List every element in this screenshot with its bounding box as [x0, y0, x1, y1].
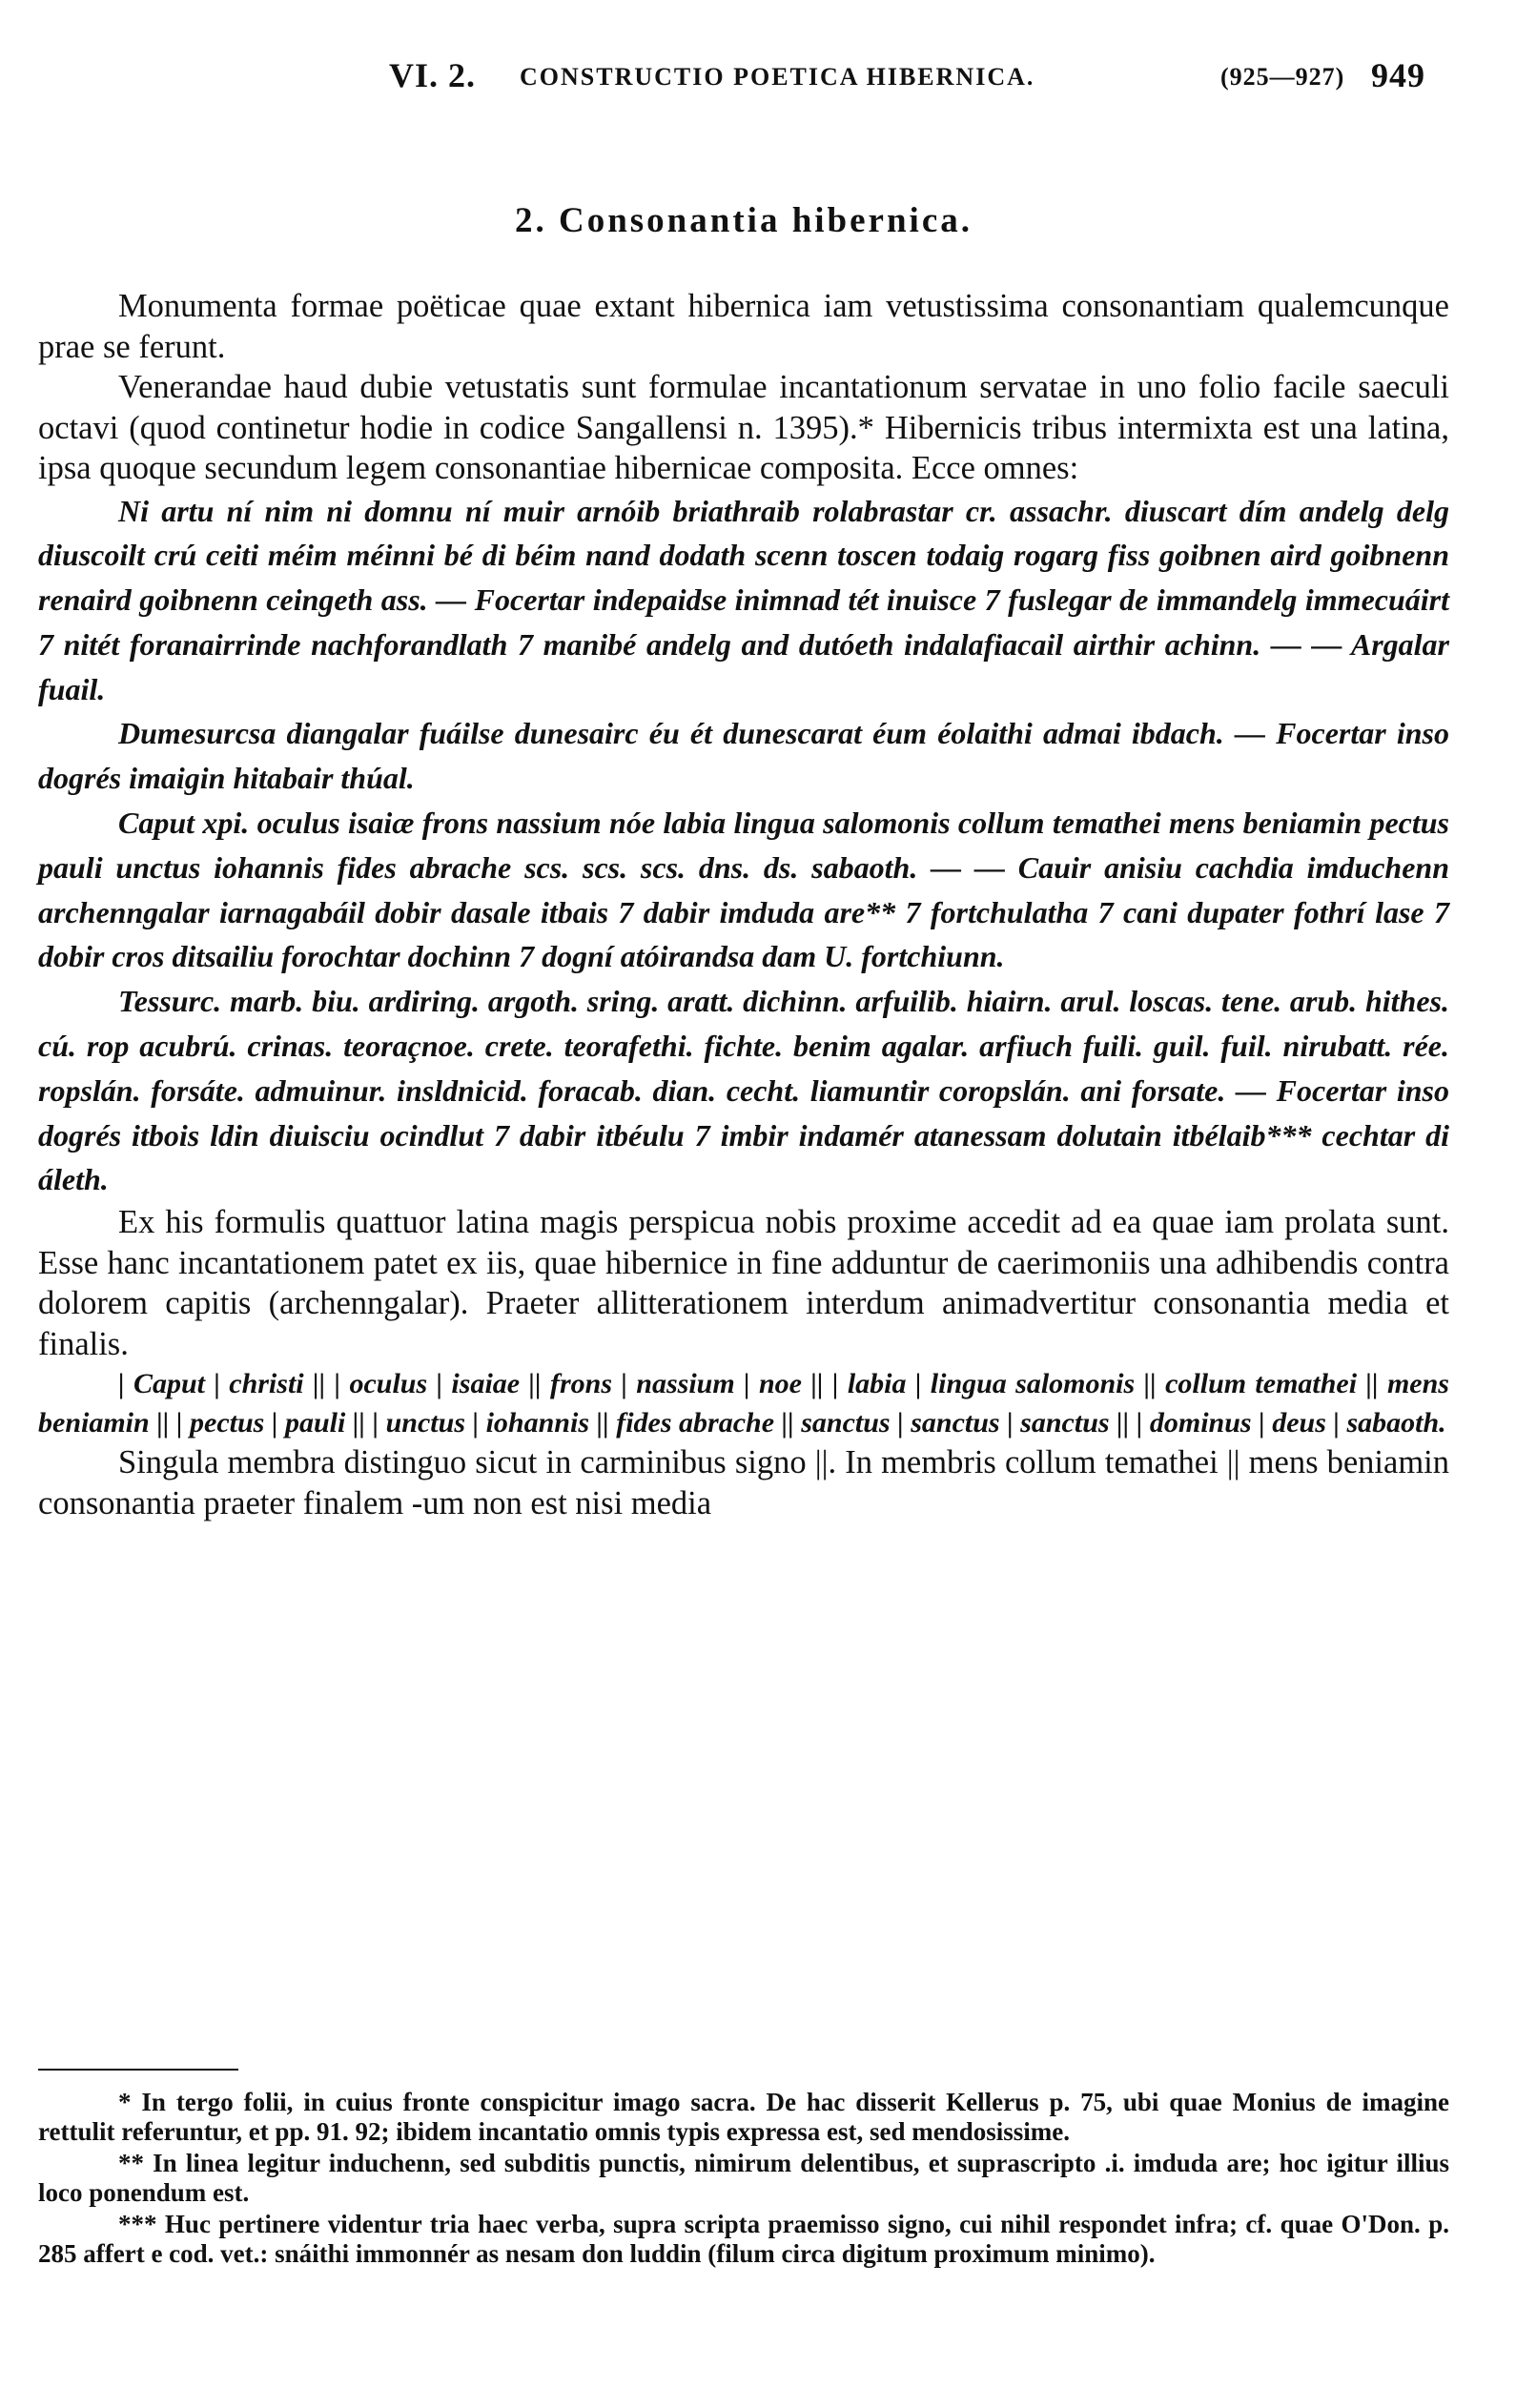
page-number: 949 — [1371, 56, 1425, 94]
formula-1: Ni artu ní nim ni domnu ní muir arnóib briathraib rolabrastar cr. assachr. diuscart dím andelg delg diuscoilt crú ceiti méim méinni bé di béim nand dodath scenn toscen todaig rogarg fiss goibnen aird goibnenn renaird goibnenn ceingeth ass. — Focertar indepaidse inimnad tét inuisce 7 fuslegar de immandelg immecuáirt 7 nitét foranairrinde nachforandlath 7 manibé andelg and dutóeth indalafiacail airthir achinn. — — Argalar fuail. — [38, 493, 1449, 706]
closing-paragraph: Singula membra distinguo sicut in carminibus signo ||. In membris collum temathei || mens beniamin consonantia praeter finalem -um non est nisi media — [38, 1444, 1449, 1521]
running-header — [38, 48, 1449, 105]
footnote-2: ** In linea legitur induchenn, sed subditis punctis, nimirum delentibus, et suprascripto .i. imduda are; hoc igitur illius loco ponendum est. — [38, 2149, 1449, 2207]
paragraph-range: (925—927) — [1220, 63, 1345, 91]
main-text — [38, 286, 1449, 1523]
section-title: 2. Consonantia hibernica. — [514, 201, 973, 240]
footnote-rule — [38, 2069, 238, 2071]
footnotes — [38, 2088, 1449, 2271]
formula-2: Dumesurcsa diangalar fuáilse dunesairc éu ét dunescarat éum éolaithi admai ibdach. — Focertar inso dogrés imaigin hitabair thúal. — [38, 716, 1449, 796]
consonance-scheme: | Caput | christi || | oculus | isaiae || frons | nassium | noe || | labia | lingua salomonis || collum temathei || mens beniamin || | pectus | pauli || | unctus | iohannis || fides abrache || sanctus | sanctus | sanctus || | dominus | deus | sabaoth. — [38, 1368, 1449, 1439]
intro-paragraph-1: Monumenta formae poëticae quae extant hibernica iam vetustissima consonantiam qualemcunque prae se ferunt. — [38, 288, 1449, 365]
footnote-3: *** Huc pertinere videntur tria haec verba, supra scripta praemisso signo, cui nihil respondet infra; cf. quae O'Don. p. 285 affert e cod. vet.: snáithi immonnér as nesam don luddin (filum circa digitum proximum minimo). — [38, 2210, 1449, 2268]
section-number: VI. 2. — [389, 56, 477, 94]
intro-paragraph-2: Venerandae haud dubie vetustatis sunt formulae incantationum servatae in uno folio facile saeculi octavi (quod continetur hodie in codice Sangallensi n. 1395).* Hibernicis tribus intermixta est una latina, ipsa quoque secundum legem consonantiae hibernicae composita. Ecce omnes: — [38, 369, 1449, 486]
running-title: CONSTRUCTIO POETICA HIBERNICA. — [520, 63, 1035, 91]
footnote-1: * In tergo folii, in cuius fronte conspicitur imago sacra. De hac disserit Kellerus p. 75, ubi quae Monius de imagine rettulit referuntur, et pp. 91. 92; ibidem incantatio omnis typis expressa est, sed mendosissime. — [38, 2088, 1449, 2146]
formula-4: Tessurc. marb. biu. ardiring. argoth. sring. aratt. dichinn. arfuilib. hiairn. arul. loscas. tene. arub. hithes. cú. rop acubrú. crinas. teoraçnoe. crete. teorafethi. fichte. benim agalar. arfiuch fuili. guil. fuil. nirubatt. rée. ropslán. forsáte. admuinur. insldnicid. foracab. dian. cecht. liamuntir coropslán. ani forsate. — Focertar inso dogrés itbois ldin diuisciu ocindlut 7 dabir itbéulu 7 imbir indamér atanessam dolutain itbélaib*** cechtar di áleth. — [38, 984, 1449, 1197]
formula-3-latin: Caput xpi. oculus isaiæ frons nassium nóe labia lingua salomonis collum temathei mens beniamin pectus pauli unctus iohannis fides abrache scs. scs. scs. dns. ds. sabaoth. — — Cauir anisiu cachdia imduchenn archenngalar iarnagabáil dobir dasale itbais 7 dabir imduda are** 7 fortchulatha 7 cani dupater fothrí lase 7 dobir cros ditsailiu forochtar dochinn 7 dogní atóirandsa dam U. fortchiunn. — [38, 806, 1449, 974]
commentary-paragraph: Ex his formulis quattuor latina magis perspicua nobis proxime accedit ad ea quae iam prolata sunt. Esse hanc incantationem patet ex iis, quae hibernice in fine adduntur de caerimoniis una adhibendis contra dolorem capitis (archenngalar). Praeter allitterationem interdum animadvertitur consonantia media et finalis. — [38, 1204, 1449, 1362]
